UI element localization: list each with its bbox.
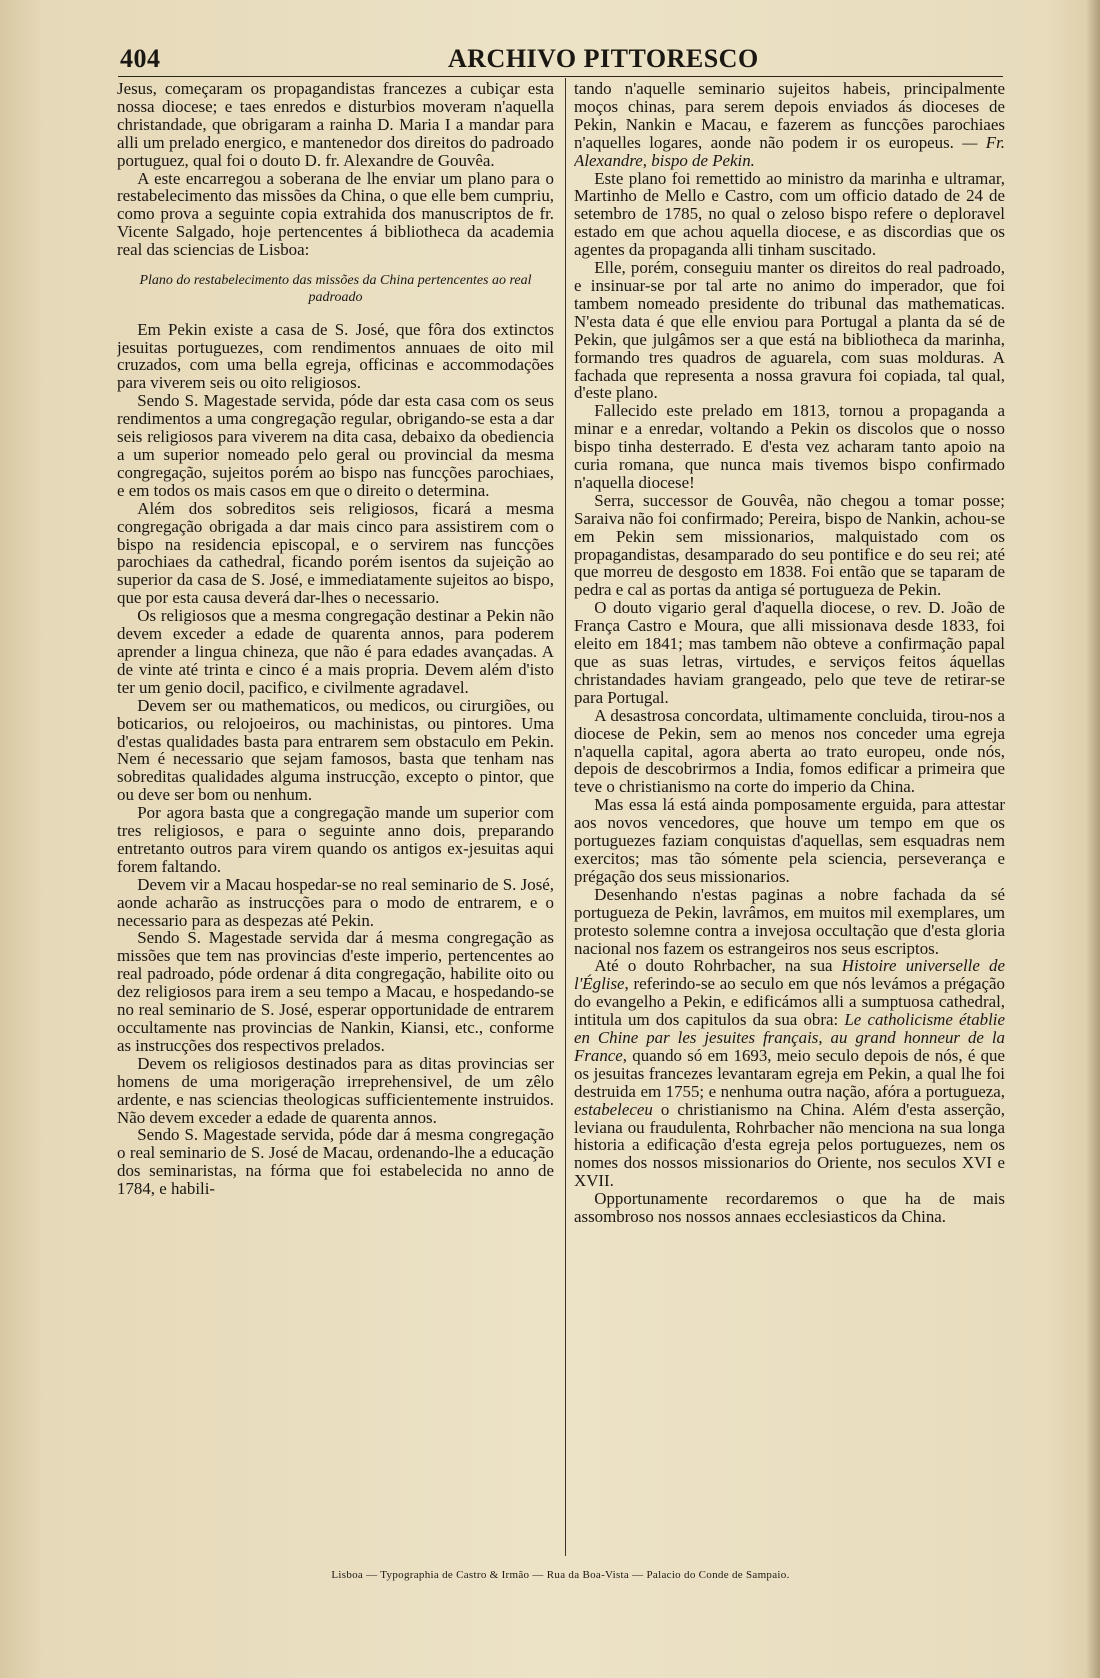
emphasis-word: estabeleceu [574, 1099, 653, 1119]
plan-paragraph: Além dos sobreditos seis religiosos, ficará a mesma congregação obrigada a dar mais cinco para assistirem com o bispo na residencia episcopal, e o servirem nas funcções parochiaes da cathedral, ficando porém isentos da sujeição ao superior da casa de S. José, e immediatamente sujeitos ao bispo, que por esta causa deverá dar-lhes o necessario. [117, 498, 554, 608]
page-header [118, 42, 1003, 77]
continuation-paragraph [574, 80, 1005, 170]
article-paragraph: Mas essa lá está ainda pomposamente erguida, para attestar aos novos vencedores, que houve um tempo em que os portuguezes faziam conquistas d'aquellas, sem esquadras nem exercitos; mas tão sómente pela sciencia, perseverança e prégação dos seus missionarios. [574, 795, 1005, 886]
article-paragraph: A desastrosa concordata, ultimamente concluida, tirou-nos a diocese de Pekin, sem ao menos nos conceder uma egreja n'aquella capital, agora aberta ao trato europeu, onde nós, depois de descobrirmos a India, fomos edificar a primeira que teve o christianismo na corte do imperio da China. [574, 705, 1005, 797]
right-column [574, 80, 1005, 1556]
plan-paragraph: Sendo S. Magestade servida dar á mesma congregação as missões que tem nas provincias d'este imperio, pertencentes ao real padroado, póde ordenar á dita congregação, habilite oito ou dez religiosos para irem a seu tempo a Macau, e hospedando-se no real seminario de S. José, esperar opportunidade de entrarem occultamente nas provincias de Nankin, Kiansi, etc., conforme as instrucções dos respectivos prelados. [117, 928, 554, 1055]
printer-imprint: Lisboa — Typographia de Castro & Irmão — Rua da Boa-Vista — Palacio do Conde de Sampaio. [331, 1569, 790, 1581]
page-edge-shadow [1086, 0, 1100, 1678]
plan-paragraph: Sendo S. Magestade servida, póde dar á mesma congregação o real seminario de S. José de Macau, ordenando-lhe a educação dos seminaristas, na fórma que foi estabelecida no anno de 1784, e habili- [117, 1125, 554, 1199]
plan-paragraph: Em Pekin existe a casa de S. José, que fôra dos extinctos jesuitas portuguezes, com rendimentos annuaes de oito mil cruzados, com uma bella egreja, officinas e accommodações para viverem seis ou oito religiosos. [117, 319, 554, 393]
intro-paragraph: A este encarregou a soberana de lhe enviar um plano para o restabelecimento das missões da China, o que elle bem cumpriu, como prova a seguinte copia extrahida dos manuscriptos de fr. Vicente Salgado, hoje pertencentes á bibliotheca da academia real das sciencias de Lisboa: [117, 168, 554, 260]
closing-paragraph: Opportunamente recordaremos o que ha de mais assombroso nos nossos annaes ecclesiasticos da China. [574, 1189, 1005, 1227]
running-title: ARCHIVO PITTORESCO [448, 44, 759, 73]
article-paragraph: O douto vigario geral d'aquella diocese, o rev. D. João de França Castro e Moura, que alli missionava desde 1833, foi eleito em 1841; mas tambem não obteve a confirmação papal que as suas letras, virtudes, e serviços feitos áquellas christandades haviam grangeado, pelo que teve de retirar-se para Portugal. [574, 598, 1005, 707]
plan-paragraph: Devem ser ou mathematicos, ou medicos, ou cirurgiões, ou boticarios, ou relojoeiros, ou machinistas, ou pintores. Uma d'estas qualidades basta para entrarem sem obstaculo em Pekin. Nem é necessario que sejam famosos, basta que tenham nas sobreditas qualidades alguma instrucção, excepto o pintor, que ou deve ser bom ou nenhum. [117, 695, 554, 805]
column-divider [565, 78, 566, 1556]
left-column [117, 80, 554, 1556]
signature: — Fr. Alexandre, bispo de Pekin. [574, 132, 1005, 170]
plan-paragraph: Devem os religiosos destinados para as ditas provincias ser homens de uma morigeração irreprehensivel, de um zêlo ardente, e nas sciencias theologicas sufficientemente instruidos. Não devem exceder a edade de quarenta annos. [117, 1053, 554, 1127]
continuation-text: tando n'aquelle seminario sujeitos habeis, principalmente moços chinas, para serem depois enviados ás dioceses de Pekin, Nankin e Macau, e fazerem as funcções parochiaes n'aquelles logares, aonde não podem ir os europeus. [574, 80, 1005, 152]
plan-paragraph: Por agora basta que a congregação mande um superior com tres religiosos, e para o seguinte anno dois, preparando entretanto outros para virem quando os antigos ex-jesuitas aqui forem faltando. [117, 803, 554, 876]
plan-paragraph: Os religiosos que a mesma congregação destinar a Pekin não devem exceder a edade de quarenta annos, para poderem aprender a lingua chineza, que não é para edades avançadas. A de vinte até trinta e cinco é a mais propria. Devem além d'isto ter um genio docil, pacifico, e civilmente agradavel. [117, 606, 554, 697]
article-paragraph: Elle, porém, conseguiu manter os direitos do real padroado, e insinuar-se por tal arte no animo do imperador, que foi tambem nomeado presidente do tribunal das mathematicas. N'esta data é que elle enviou para Portugal a planta da sé de Pekin, que julgâmos ser a que está na bibliotheca da marinha, formando tres quadros de aguarela, com suas molduras. A fachada que representa a nossa gravura foi copiada, tal qual, d'este plano. [574, 258, 1005, 403]
plan-paragraph: Devem vir a Macau hospedar-se no real seminario de S. José, aonde acharão as instrucções para o modo de entrarem, e o necessario para as despezas até Pekin. [117, 874, 554, 930]
page-number: 404 [120, 44, 161, 73]
article-paragraph: Fallecido este prelado em 1813, tornou a propaganda a minar e a enredar, voltando a Pekin os discolos que o nosso bispo tinha desterrado. E d'esta vez acharam tanto apoio na curia romana, que nunca mais tivemos bispo confirmado n'aquella diocese! [574, 401, 1005, 492]
chapter-title: Le catholicisme établie en Chine par les jesuites français, au grand honneur de la France [574, 1010, 1005, 1065]
book-title: Histoire universelle de l'Église [574, 956, 1005, 994]
intro-paragraph: Jesus, começaram os propagandistas francezes a cubiçar esta nossa diocese; e taes enredos e disturbios moveram n'aquella christandade, que obrigaram a rainha D. Maria I a mandar para alli um prelado energico, e mantenedor dos direitos do padroado portuguez, qual foi o douto D. fr. Alexandre de Gouvêa. [117, 80, 554, 170]
plan-subheading: Plano do restabelecimento das missões da China pertencentes ao real padroado [139, 273, 532, 305]
article-paragraph: Serra, successor de Gouvêa, não chegou a tomar posse; Saraiva não foi confirmado; Pereira, bispo de Nankin, achou-se em Pekin sem missionarios, malquistado com os propagandistas, desamparado do seu pontifice e do seu rei; até que morreu de desgosto em 1838. Foi então que se taparam de pedra e cal as portas da antiga sé portugueza de Pekin. [574, 490, 1005, 600]
plan-paragraph: Sendo S. Magestade servida, póde dar esta casa com os seus rendimentos a uma congregação regular, obrigando-se esta a dar seis religiosos para viverem na dita casa, debaixo da obediencia a um superior nomeado pelo geral ou provincial da mesma congregação, sujeitos porém ao bispo nas funcções parochiaes, e em todos os mais casos em que o direito o determina. [117, 391, 554, 500]
rohrbacher-paragraph: Até o douto Rohrbacher, na sua Histoire universelle de l'Église, referindo-se ao seculo em que nós levámos a prégação do evangelho a Pekin, e edificámos alli a sumptuosa cathedral, intitula um dos capitulos da sua obra: Le catholicisme établie en Chine par les jesuites français, au grand honneur de la France, quando só em 1693, meio seculo depois de nós, é que os jesuitas francezes levantaram egreja em Pekin, a qual lhe foi destruida em 1755; e nenhuma outra nação, afóra a portugueza, estabeleceu o christianismo na China. Além d'esta asserção, leviana ou fraudulenta, Rohrbacher não menciona na sua longa historia a edificação d'esta egreja pelos portuguezes, nem os nomes dos nossos missionarios do Oriente, nos seculos XVI e XVII. [574, 956, 1005, 1191]
article-paragraph: Desenhando n'estas paginas a nobre fachada da sé portugueza de Pekin, lavrâmos, em muitos mil exemplares, um protesto solemne contra a invejosa occultação que d'esta gloria nacional nos fazem os estrangeiros nos seus escriptos. [574, 884, 1005, 958]
article-paragraph: Este plano foi remettido ao ministro da marinha e ultramar, Martinho de Mello e Castro, com um officio datado de 24 de setembro de 1785, no qual o zeloso bispo refere o deploravel estado em que achou aquella diocese, e as discordias que os agentes da propaganda alli tinham suscitado. [574, 168, 1005, 260]
